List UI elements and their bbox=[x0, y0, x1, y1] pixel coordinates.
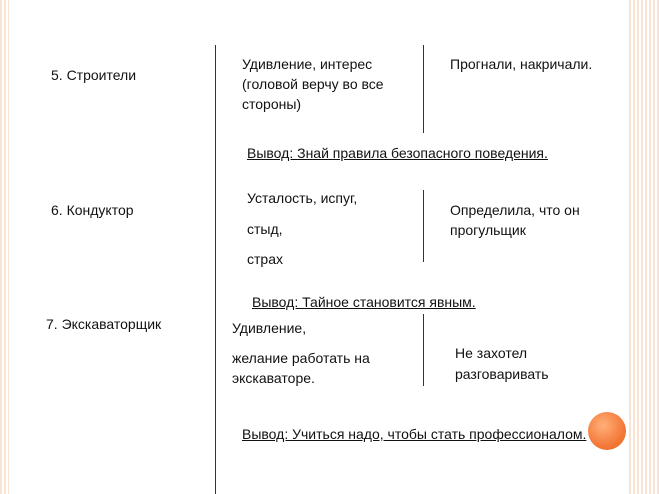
left-border-stripes bbox=[0, 0, 9, 494]
row-5-reaction-line-1: Удивление, интерес bbox=[242, 56, 373, 72]
row-6-reaction-line-2: стыд, bbox=[247, 221, 283, 237]
row-7-response-line-1: Не захотел bbox=[455, 345, 528, 361]
right-border-stripes bbox=[629, 0, 659, 494]
row-6-conclusion: Вывод: Тайное становится явным. bbox=[252, 294, 476, 310]
row-7-reaction-line-3: экскаваторе. bbox=[232, 370, 315, 386]
row-5-conclusion: Вывод: Знай правила безопасного поведения. bbox=[247, 145, 548, 161]
row-5-label: 5. Строители bbox=[51, 67, 137, 83]
column-divider-row7 bbox=[423, 314, 424, 386]
row-7-response-line-2: разговаривать bbox=[455, 366, 549, 382]
row-6-reaction-line-3: страх bbox=[247, 251, 283, 267]
row-6-response-line-2: прогульщик bbox=[450, 222, 526, 238]
row-5-reaction-line-3: стороны) bbox=[242, 96, 302, 112]
row-7-conclusion: Вывод: Учиться надо, чтобы стать профессионалом. bbox=[242, 426, 587, 442]
row-5-response: Прогнали, накричали. bbox=[450, 56, 593, 72]
row-6-label: 6. Кондуктор bbox=[51, 202, 134, 218]
row-6-reaction-line-1: Усталость, испуг, bbox=[247, 190, 358, 206]
row-6-response-line-1: Определила, что он bbox=[450, 202, 580, 218]
column-divider-row5 bbox=[423, 45, 424, 133]
column-divider-row6 bbox=[423, 190, 424, 262]
row-7-reaction-line-2: желание работать на bbox=[232, 350, 370, 366]
column-divider-main bbox=[215, 45, 216, 494]
decorative-orange-circle bbox=[588, 412, 626, 450]
row-7-label: 7. Экскаваторщик bbox=[46, 316, 162, 332]
row-7-reaction-line-1: Удивление, bbox=[232, 320, 307, 336]
row-5-reaction-line-2: (головой верчу во все bbox=[242, 76, 384, 92]
